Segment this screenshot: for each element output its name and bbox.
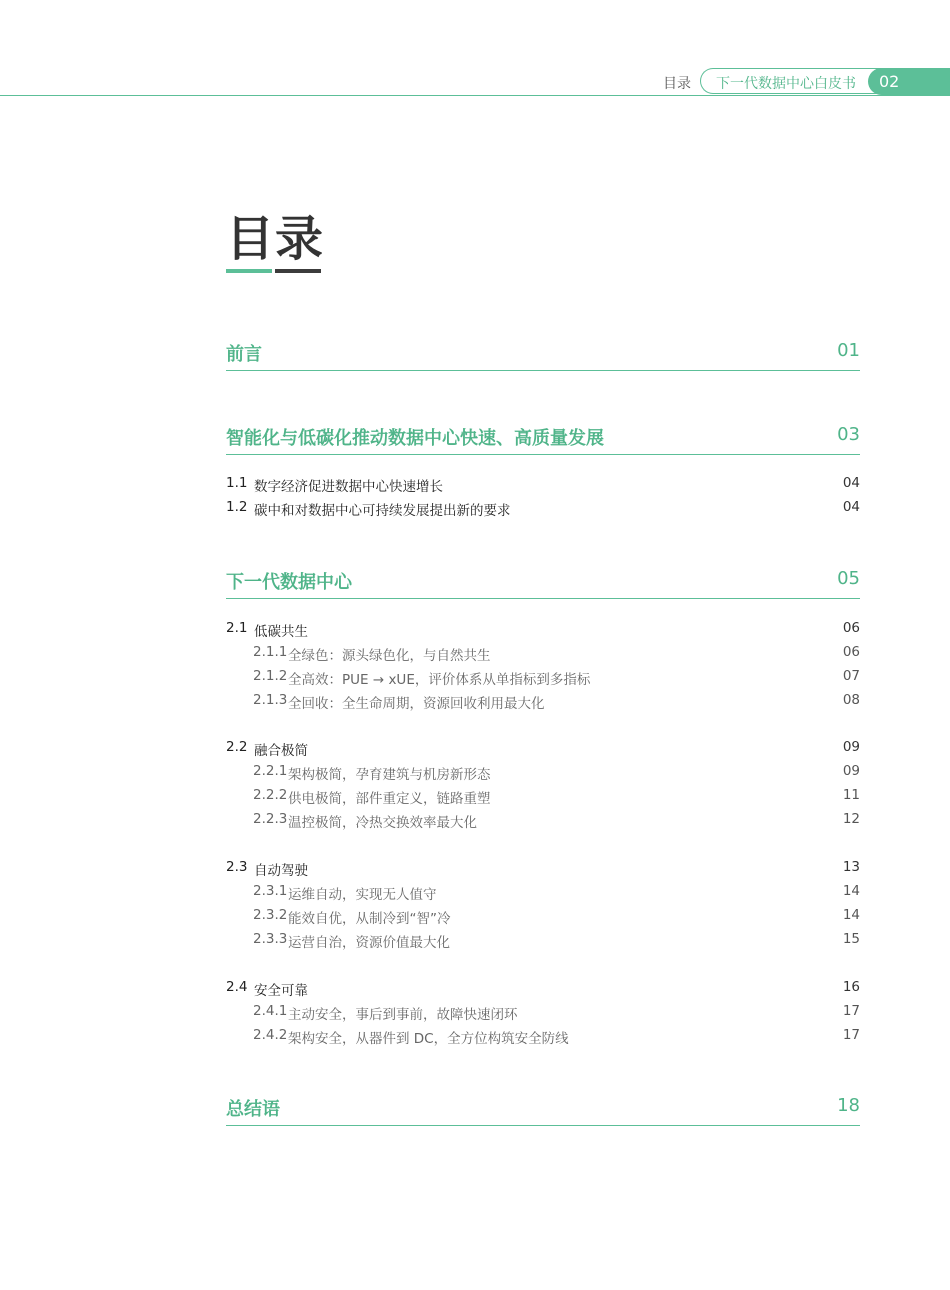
toc-entry-page: 17 [842, 1003, 860, 1019]
toc-subentry-2-1-2[interactable] [226, 668, 860, 688]
toc-subentry-2-1-3[interactable] [226, 692, 860, 712]
toc-entry-page: 04 [842, 499, 860, 515]
toc-entry-page: 09 [842, 763, 860, 779]
toc-subentry-2-3-1[interactable] [226, 883, 860, 903]
toc-entry-text: 温控极简，冷热交换效率最大化 [288, 815, 477, 831]
toc-entry-number: 2.2.2 [253, 787, 288, 803]
toc-subentry-2-4-1[interactable] [226, 1003, 860, 1023]
toc-entry-text: 供电极简，部件重定义，链路重塑 [288, 791, 491, 807]
toc-subentry-2-2-2[interactable] [226, 787, 860, 807]
toc-entry-text: 融合极简 [254, 743, 308, 759]
toc-subentry-2-1-1[interactable] [226, 644, 860, 664]
toc-entry-page: 07 [842, 668, 860, 684]
toc-entry-text: 能效自优，从制冷到“智”冷 [288, 911, 451, 927]
header-doc-title: 下一代数据中心白皮书 [716, 76, 856, 92]
toc-entry-number: 1.1 [226, 475, 248, 491]
toc-entry-text: 全回收：全生命周期，资源回收利用最大化 [288, 696, 545, 712]
toc-entry-page: 15 [842, 931, 860, 947]
toc-subentry-2-3-2[interactable] [226, 907, 860, 927]
toc-entry-number: 2.4.1 [253, 1003, 288, 1019]
toc-entry-1-2[interactable] [226, 499, 860, 519]
toc-entry-page: 11 [842, 787, 860, 803]
toc-section-2[interactable] [226, 568, 860, 599]
toc-entry-page: 16 [842, 979, 860, 995]
toc-entry-text: 架构极简，孕育建筑与机房新形态 [288, 767, 491, 783]
toc-entry-text: 数字经济促进数据中心快速增长 [254, 479, 443, 495]
toc-entry-page: 12 [842, 811, 860, 827]
toc-entry-text: 运营自治，资源价值最大化 [288, 935, 450, 951]
toc-section-preface[interactable] [226, 340, 860, 371]
page-title: 目录 [226, 211, 325, 267]
toc-entry-page: 14 [842, 883, 860, 899]
toc-entry-number: 2.1.1 [253, 644, 288, 660]
toc-entry-number: 2.3.2 [253, 907, 288, 923]
toc-entry-text: 主动安全，事后到事前，故障快速闭环 [288, 1007, 518, 1023]
toc-entry-text: 运维自动，实现无人值守 [288, 887, 437, 903]
toc-entry-number: 2.2.3 [253, 811, 288, 827]
toc-section-page: 03 [837, 424, 860, 445]
toc-entry-text: 全高效：PUE → xUE，评价体系从单指标到多指标 [288, 672, 591, 688]
toc-entry-number: 2.2.1 [253, 763, 288, 779]
title-underline-accent [226, 269, 272, 273]
toc-section-title: 前言 [226, 344, 262, 365]
toc-entry-number: 2.4.2 [253, 1027, 288, 1043]
toc-entry-number: 2.3.3 [253, 931, 288, 947]
toc-entry-text: 架构安全，从器件到 DC，全方位构筑安全防线 [288, 1031, 569, 1047]
toc-entry-number: 2.1 [226, 620, 248, 636]
toc-section-page: 05 [837, 568, 860, 589]
header-rule [0, 95, 950, 96]
toc-entry-page: 17 [842, 1027, 860, 1043]
toc-section-title: 下一代数据中心 [226, 572, 352, 593]
toc-entry-2-1[interactable] [226, 620, 860, 640]
toc-entry-text: 安全可靠 [254, 983, 308, 999]
toc-entry-text: 低碳共生 [254, 624, 308, 640]
toc-entry-page: 06 [842, 644, 860, 660]
toc-entry-number: 2.2 [226, 739, 248, 755]
toc-section-conclusion[interactable] [226, 1095, 860, 1126]
title-underline-dark [275, 269, 321, 273]
toc-entry-number: 2.3 [226, 859, 248, 875]
toc-entry-2-2[interactable] [226, 739, 860, 759]
toc-section-title: 总结语 [226, 1099, 280, 1120]
toc-section-1[interactable] [226, 424, 860, 455]
toc-entry-number: 2.1.2 [253, 668, 288, 684]
toc-subentry-2-3-3[interactable] [226, 931, 860, 951]
toc-entry-1-1[interactable] [226, 475, 860, 495]
toc-entry-page: 13 [842, 859, 860, 875]
toc-entry-number: 2.1.3 [253, 692, 288, 708]
toc-entry-page: 04 [842, 475, 860, 491]
toc-entry-number: 1.2 [226, 499, 248, 515]
header-section-label: 目录 [663, 76, 691, 92]
toc-entry-number: 2.4 [226, 979, 248, 995]
header-page-number: 02 [868, 68, 950, 95]
toc-entry-page: 09 [842, 739, 860, 755]
toc-entry-page: 14 [842, 907, 860, 923]
toc-entry-number: 2.3.1 [253, 883, 288, 899]
toc-section-title: 智能化与低碳化推动数据中心快速、高质量发展 [226, 428, 604, 449]
toc-subentry-2-4-2[interactable] [226, 1027, 860, 1047]
toc-entry-page: 08 [842, 692, 860, 708]
toc-subentry-2-2-1[interactable] [226, 763, 860, 783]
toc-entry-text: 全绿色：源头绿色化，与自然共生 [288, 648, 491, 664]
toc-section-page: 01 [837, 340, 860, 361]
toc-entry-page: 06 [842, 620, 860, 636]
toc-entry-text: 碳中和对数据中心可持续发展提出新的要求 [254, 503, 511, 519]
toc-entry-2-3[interactable] [226, 859, 860, 879]
toc-entry-2-4[interactable] [226, 979, 860, 999]
toc-subentry-2-2-3[interactable] [226, 811, 860, 831]
toc-section-page: 18 [837, 1095, 860, 1116]
toc-entry-text: 自动驾驶 [254, 863, 308, 879]
